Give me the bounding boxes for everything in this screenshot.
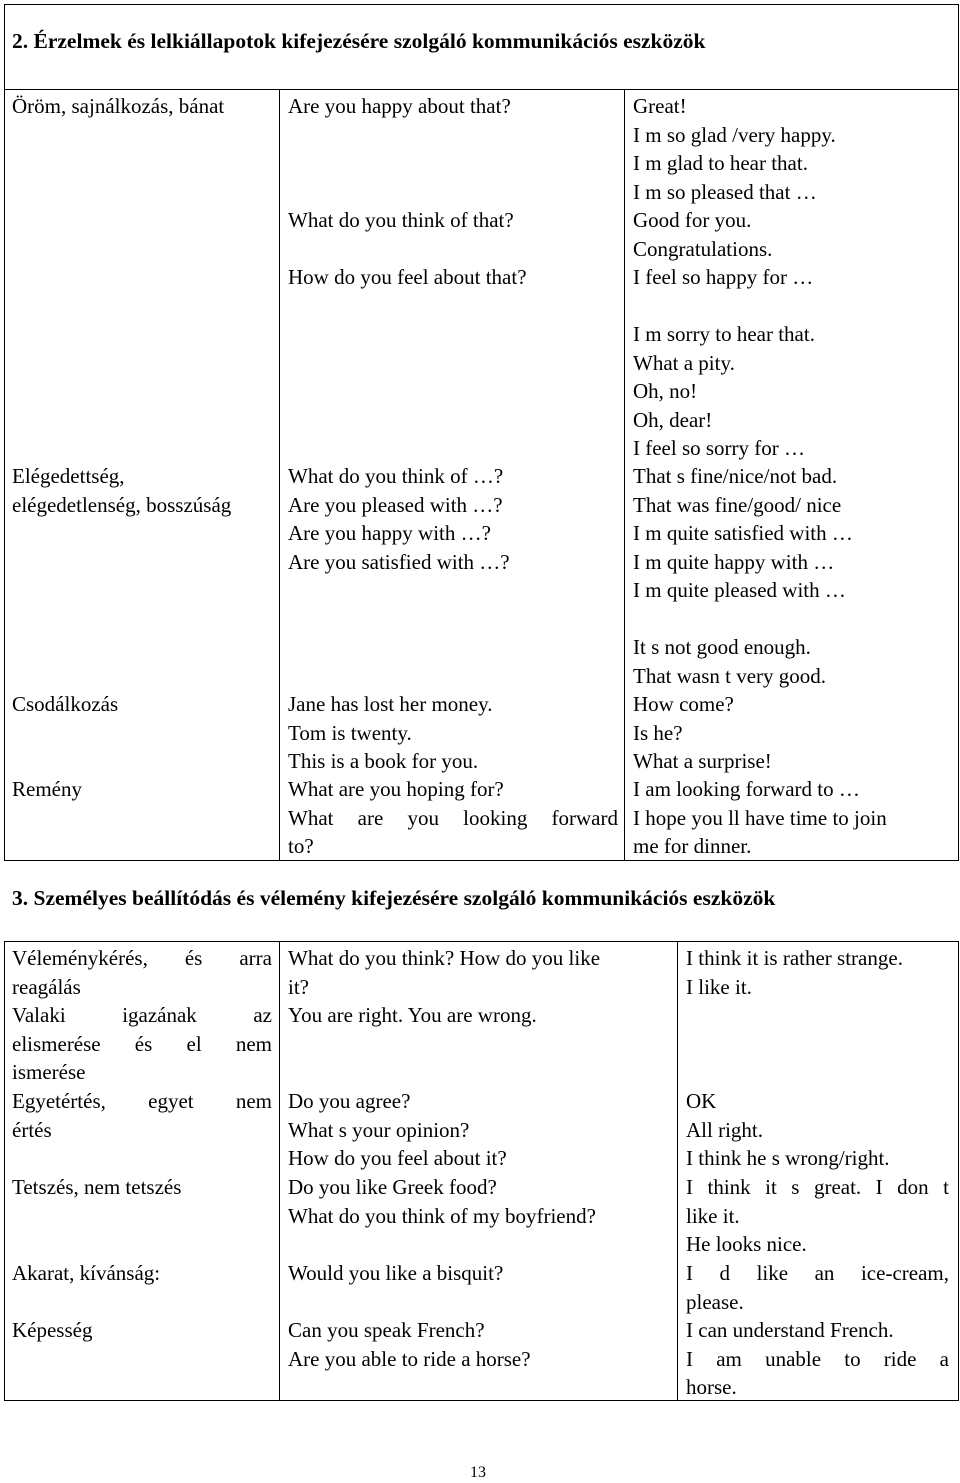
- s3-row3-category: Egyetértés, egyet nem értés: [12, 1089, 272, 1142]
- page-number: 13: [470, 1464, 486, 1481]
- s2-row2-questions: What do you think of …? Are you pleased with …? Are you happy with …? Are you satisfied with …?: [288, 464, 510, 574]
- s2-row1-responses: Great! I m so glad /very happy. I m glad to hear that. I m so pleased that … Good for you. Congratulations. I feel so happy for … I m sorry to hear that. What a pity. Oh, no! Oh, dear! I feel so sorry for …: [633, 94, 836, 460]
- s2-row3-questions: Jane has lost her money. Tom is twenty. This is a book for you.: [288, 692, 493, 773]
- s3-row5-responses: I d like an ice-cream, please.: [686, 1261, 949, 1314]
- s2-row1-questions: Are you happy about that? What do you think of that? How do you feel about that?: [288, 94, 527, 289]
- s2-row1-category: Öröm, sajnálkozás, bánat: [12, 94, 225, 118]
- s3-row1-category: Véleménykérés, és arra reagálás: [12, 946, 272, 999]
- s2-row3-responses: How come? Is he? What a surprise!: [633, 692, 772, 773]
- s2-row2-responses: That s fine/nice/not bad. That was fine/good/ nice I m quite satisfied with … I m quite happy with … I m quite pleased with … It s not good enough. That wasn t very good.: [633, 464, 853, 688]
- s3-row1-questions: What do you think? How do you like it?: [288, 946, 601, 999]
- s3-row5-category: Akarat, kívánság:: [12, 1261, 161, 1285]
- section3-col-divider-1: [279, 941, 280, 1401]
- s3-row1-responses: I think it is rather strange. I like it.: [686, 946, 903, 999]
- s3-row5-questions: Would you like a bisquit?: [288, 1261, 504, 1285]
- s2-row4-responses: I am looking forward to … I hope you ll have time to join me for dinner.: [633, 777, 887, 858]
- section3-title: 3. Személyes beállítódás és vélemény kifejezésére szolgáló kommunikációs eszközök: [12, 886, 776, 910]
- s2-row4-questions: What are you hoping for? What are you looking forward to?: [288, 777, 618, 858]
- section2-title: 2. Érzelmek és lelkiállapotok kifejezésére szolgáló kommunikációs eszközök: [12, 29, 706, 53]
- s3-row4-questions: Do you like Greek food? What do you think of my boyfriend?: [288, 1175, 596, 1228]
- s3-row3-responses: OK All right. I think he s wrong/right.: [686, 1089, 890, 1170]
- s3-row4-responses: I think it s great. I don t like it. He looks nice.: [686, 1175, 949, 1256]
- s3-row6-category: Képesség: [12, 1318, 93, 1342]
- s3-row3-questions: Do you agree? What s your opinion? How do you feel about it?: [288, 1089, 507, 1170]
- section2-col-divider-1: [279, 89, 280, 861]
- s3-row6-responses: I can understand French. I am unable to ride a horse.: [686, 1318, 949, 1399]
- s2-row2-category: Elégedettség, elégedetlenség, bosszúság: [12, 464, 232, 517]
- s3-row6-questions: Can you speak French? Are you able to ride a horse?: [288, 1318, 531, 1371]
- section3-col-divider-2: [677, 941, 678, 1401]
- s3-row4-category: Tetszés, nem tetszés: [12, 1175, 182, 1199]
- s2-row3-category: Csodálkozás: [12, 692, 119, 716]
- s3-row2-category: Valaki igazának az elismerése és el nem ismerése: [12, 1003, 272, 1084]
- s3-row2-questions: You are right. You are wrong.: [288, 1003, 537, 1027]
- s2-row4-category: Remény: [12, 777, 82, 801]
- section2-col-divider-2: [624, 89, 625, 861]
